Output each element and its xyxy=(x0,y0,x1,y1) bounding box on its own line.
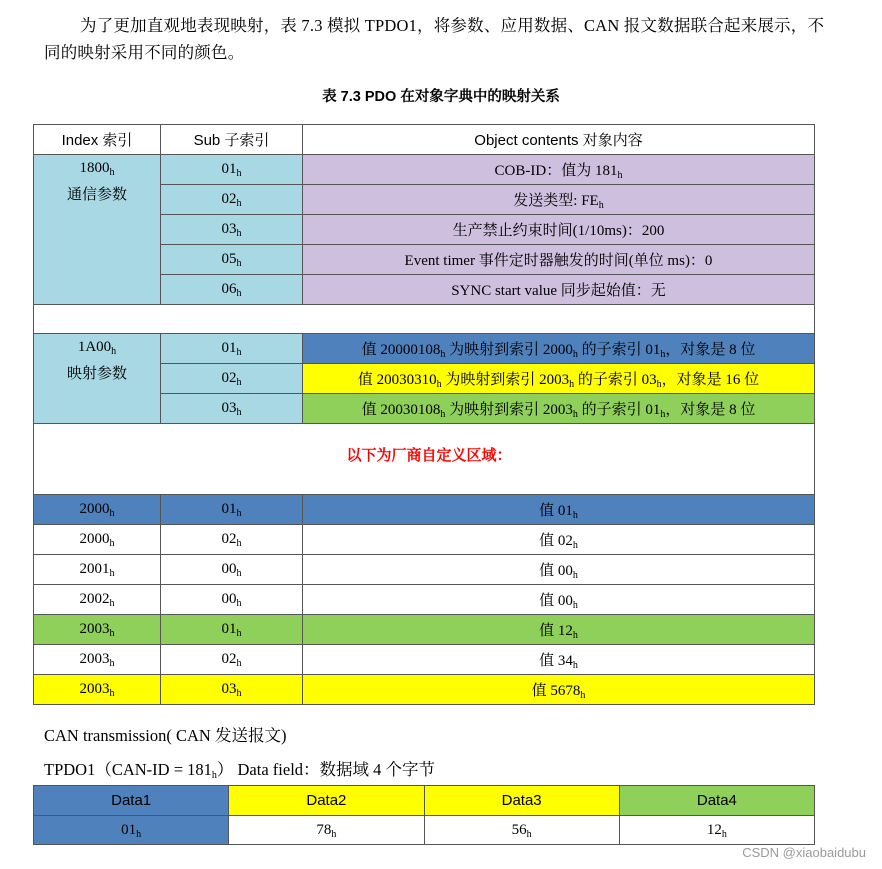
sub-index-cell: $03_h$ xyxy=(161,215,303,245)
comm-param-label: 通信参数 xyxy=(66,187,127,203)
data-field-table xyxy=(33,785,815,845)
data-field-name: Data4 xyxy=(619,786,814,816)
data-field-value: $12_h$ xyxy=(619,816,814,845)
vendor-row xyxy=(34,495,815,525)
sub-index-cell: $02_h$ xyxy=(161,185,303,215)
map-param-index-cell: $1A00_h$ 映射参数 xyxy=(34,334,161,424)
sub-index-cell: $02_h$ xyxy=(161,364,303,394)
map-param-label: 映射参数 xyxy=(66,366,127,382)
map-param-index: 1A00 xyxy=(77,339,112,355)
vendor-sub-cell: $00_h$ xyxy=(161,555,303,585)
mapping-entry-cell: 值 $20030108_h$ 为映射到索引 $2003_h$ 的子索引 $01_h$，对象是 8 位 xyxy=(303,394,815,424)
vendor-sub-cell: $00_h$ xyxy=(161,585,303,615)
vendor-area-note: 以下为厂商自定义区域： xyxy=(34,424,815,495)
sub-index-cell: $01_h$ xyxy=(161,334,303,364)
vendor-index-cell: $2003_h$ xyxy=(34,675,161,705)
mapping-entry-cell: 值 $20000108_h$ 为映射到索引 $2000_h$ 的子索引 $01_h$，对象是 8 位 xyxy=(303,334,815,364)
spacer-row xyxy=(34,305,815,334)
vendor-index-cell: $2003_h$ xyxy=(34,645,161,675)
vendor-index-cell: $2000_h$ xyxy=(34,495,161,525)
tpdo-line: TPDO1（CAN-ID = $181_h$） Data field：数据域 4 个字节 xyxy=(44,760,436,781)
pdo-mapping-table xyxy=(33,124,815,705)
vendor-sub-cell: $03_h$ xyxy=(161,675,303,705)
object-content-cell: Event timer 事件定时器触发的时间(单位 ms)：0 xyxy=(303,245,815,275)
vendor-value-cell: 值 $5678_h$ xyxy=(303,675,815,705)
vendor-value-cell: 值 $12_h$ xyxy=(303,615,815,645)
vendor-sub-cell: $01_h$ xyxy=(161,495,303,525)
vendor-sub-cell: $01_h$ xyxy=(161,615,303,645)
data-field-name: Data2 xyxy=(229,786,424,816)
vendor-row xyxy=(34,525,815,555)
vendor-index-cell: $2002_h$ xyxy=(34,585,161,615)
data-field-name: Data1 xyxy=(34,786,229,816)
vendor-index-cell: $2001_h$ xyxy=(34,555,161,585)
data-field-value: $56_h$ xyxy=(424,816,619,845)
vendor-row xyxy=(34,645,815,675)
vendor-sub-cell: $02_h$ xyxy=(161,525,303,555)
data-field-value: $78_h$ xyxy=(229,816,424,845)
object-content-cell: SYNC start value 同步起始值：无 xyxy=(303,275,815,305)
vendor-row xyxy=(34,555,815,585)
sub-index-cell: $01_h$ xyxy=(161,155,303,185)
object-content-cell: 生产禁止约束时间(1/10ms)：200 xyxy=(303,215,815,245)
data-field-name: Data3 xyxy=(424,786,619,816)
vendor-row xyxy=(34,615,815,645)
vendor-value-cell: 值 $01_h$ xyxy=(303,495,815,525)
table-caption: 表 7.3 PDO 在对象字典中的映射关系 xyxy=(322,89,560,105)
vendor-row xyxy=(34,585,815,615)
sub-index-cell: $06_h$ xyxy=(161,275,303,305)
header-sub: Sub 子索引 xyxy=(161,125,303,155)
vendor-value-cell: 值 $00_h$ xyxy=(303,555,815,585)
sub-index-cell: $05_h$ xyxy=(161,245,303,275)
comm-param-index-cell: $1800_h$ 通信参数 xyxy=(34,155,161,305)
vendor-value-cell: 值 $00_h$ xyxy=(303,585,815,615)
intro-paragraph: 为了更加直观地表现映射，表 7.3 模拟 TPDO1，将参数、应用数据、CAN 报文数据联合起来展示，不同的映射采用不同的颜色。 xyxy=(44,16,825,62)
sub-index-cell: $03_h$ xyxy=(161,394,303,424)
mapping-entry-cell: 值 $20030310_h$ 为映射到索引 $2003_h$ 的子索引 $03_h$，对象是 16 位 xyxy=(303,364,815,394)
header-index: Index 索引 xyxy=(34,125,161,155)
vendor-index-cell: $2003_h$ xyxy=(34,615,161,645)
vendor-rows xyxy=(34,495,815,705)
vendor-index-cell: $2000_h$ xyxy=(34,525,161,555)
object-content-cell: COB-ID：值为 $181_h$ xyxy=(303,155,815,185)
comm-param-index: 1800 xyxy=(79,160,110,176)
object-content-cell: 发送类型: $FE_h$ xyxy=(303,185,815,215)
data-field-value: $01_h$ xyxy=(34,816,229,845)
header-content: Object contents 对象内容 xyxy=(303,125,815,155)
can-transmission-label: CAN transmission( CAN 发送报文) xyxy=(44,726,287,745)
vendor-sub-cell: $02_h$ xyxy=(161,645,303,675)
watermark: CSDN @xiaobaidubu xyxy=(742,845,866,860)
vendor-value-cell: 值 $02_h$ xyxy=(303,525,815,555)
vendor-row xyxy=(34,675,815,705)
vendor-value-cell: 值 $34_h$ xyxy=(303,645,815,675)
